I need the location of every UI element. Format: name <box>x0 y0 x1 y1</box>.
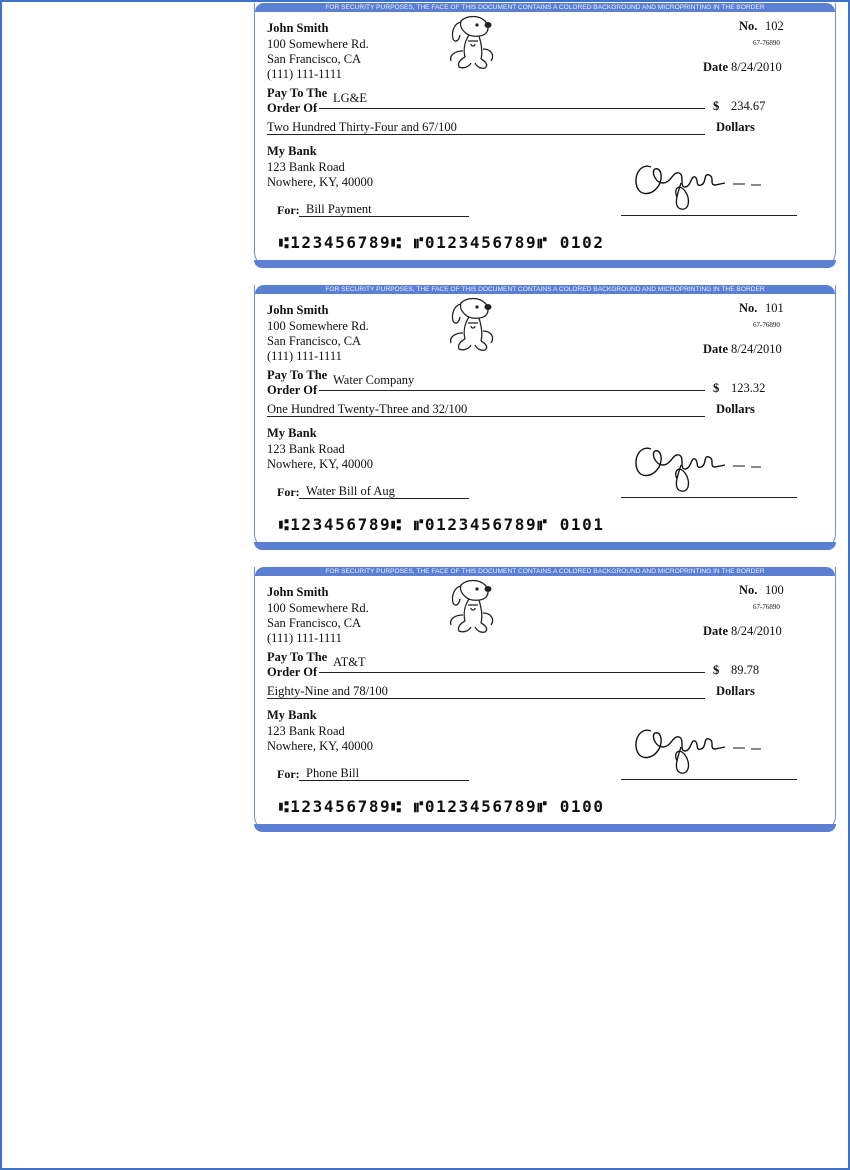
payee-line <box>319 672 705 673</box>
bank-address1: 123 Bank Road <box>267 724 345 738</box>
dollar-sign: $ <box>713 663 720 677</box>
amount-words-line <box>267 134 705 135</box>
micr-line: ⑆123456789⑆ ⑈0123456789⑈ 0102 <box>279 233 605 252</box>
amount-in-words: One Hundred Twenty-Three and 32/100 <box>267 402 468 416</box>
payee-name: LG&E <box>333 91 368 105</box>
bank-address1: 123 Bank Road <box>267 160 345 174</box>
pay-to-text: Pay To The <box>267 650 328 664</box>
memo: Phone Bill <box>306 766 360 780</box>
memo-label: For: <box>277 485 300 499</box>
bank-address1: 123 Bank Road <box>267 442 345 456</box>
amount-words-line <box>267 416 705 417</box>
bank-address2: Nowhere, KY, 40000 <box>267 457 374 471</box>
amount: 123.32 <box>731 381 766 395</box>
check-bottom-border <box>254 542 836 550</box>
order-of-text: Order Of <box>267 665 318 679</box>
dollar-sign: $ <box>713 99 720 113</box>
check-date: 8/24/2010 <box>731 624 782 638</box>
amount: 89.78 <box>731 663 760 677</box>
order-of-text: Order Of <box>267 383 318 397</box>
memo-line <box>299 780 469 781</box>
date-label: Date <box>703 60 728 74</box>
amount-words-line <box>267 698 705 699</box>
dog-logo-icon <box>441 295 499 355</box>
account-holder-address1: 100 Somewhere Rd. <box>267 37 369 51</box>
pay-to-label <box>267 650 327 680</box>
payee-name: AT&T <box>333 655 366 669</box>
check-number-label: No. <box>739 583 758 597</box>
account-holder-address1: 100 Somewhere Rd. <box>267 601 369 615</box>
dollars-label: Dollars <box>716 684 755 698</box>
pay-to-label <box>267 86 327 116</box>
account-holder-address1: 100 Somewhere Rd. <box>267 319 369 333</box>
dollars-label: Dollars <box>716 402 755 416</box>
pay-to-label <box>267 368 327 398</box>
check-date: 8/24/2010 <box>731 60 782 74</box>
memo-line <box>299 498 469 499</box>
account-holder-phone: (111) 111-1111 <box>267 349 342 363</box>
payee-line <box>319 108 705 109</box>
routing-fraction: 67-76890 <box>753 603 780 611</box>
bank-name: My Bank <box>267 144 317 158</box>
dog-logo-icon <box>441 13 499 73</box>
bank-name: My Bank <box>267 426 317 440</box>
check-102 <box>254 3 836 268</box>
routing-fraction: 67-76890 <box>753 39 780 47</box>
dollars-label: Dollars <box>716 120 755 134</box>
account-holder-phone: (111) 111-1111 <box>267 631 342 645</box>
check-100 <box>254 567 836 832</box>
account-holder-address2: San Francisco, CA <box>267 616 362 630</box>
security-banner: FOR SECURITY PURPOSES, THE FACE OF THIS DOCUMENT CONTAINS A COLORED BACKGROUND AND MICROPRINTING IN THE BORDER <box>255 567 835 576</box>
check-bottom-border <box>254 260 836 268</box>
amount: 234.67 <box>731 99 766 113</box>
pay-to-text: Pay To The <box>267 368 328 382</box>
dollar-sign: $ <box>713 381 720 395</box>
memo-label: For: <box>277 203 300 217</box>
order-of-text: Order Of <box>267 101 318 115</box>
dog-logo-icon <box>441 577 499 637</box>
date-label: Date <box>703 342 728 356</box>
routing-fraction: 67-76890 <box>753 321 780 329</box>
check-bottom-border <box>254 824 836 832</box>
memo: Water Bill of Aug <box>306 484 395 498</box>
signature-line <box>621 779 797 780</box>
micr-line: ⑆123456789⑆ ⑈0123456789⑈ 0100 <box>279 797 605 816</box>
account-holder-name: John Smith <box>267 585 329 599</box>
memo-label: For: <box>277 767 300 781</box>
date-label: Date <box>703 624 728 638</box>
bank-name: My Bank <box>267 708 317 722</box>
pay-to-text: Pay To The <box>267 86 328 100</box>
check-number-label: No. <box>739 301 758 315</box>
check-number-label: No. <box>739 19 758 33</box>
check-number: 102 <box>765 19 784 33</box>
security-banner: FOR SECURITY PURPOSES, THE FACE OF THIS DOCUMENT CONTAINS A COLORED BACKGROUND AND MICROPRINTING IN THE BORDER <box>255 285 835 294</box>
payee-name: Water Company <box>333 373 415 387</box>
signature <box>629 153 769 213</box>
signature <box>629 717 769 777</box>
check-date: 8/24/2010 <box>731 342 782 356</box>
signature-line <box>621 497 797 498</box>
memo-line <box>299 216 469 217</box>
account-holder-name: John Smith <box>267 21 329 35</box>
check-number: 100 <box>765 583 784 597</box>
memo: Bill Payment <box>306 202 372 216</box>
signature <box>629 435 769 495</box>
amount-in-words: Eighty-Nine and 78/100 <box>267 684 388 698</box>
micr-line: ⑆123456789⑆ ⑈0123456789⑈ 0101 <box>279 515 605 534</box>
account-holder-address2: San Francisco, CA <box>267 52 362 66</box>
account-holder-address2: San Francisco, CA <box>267 334 362 348</box>
amount-in-words: Two Hundred Thirty-Four and 67/100 <box>267 120 457 134</box>
account-holder-phone: (111) 111-1111 <box>267 67 342 81</box>
check-101 <box>254 285 836 550</box>
check-number: 101 <box>765 301 784 315</box>
payee-line <box>319 390 705 391</box>
security-banner: FOR SECURITY PURPOSES, THE FACE OF THIS DOCUMENT CONTAINS A COLORED BACKGROUND AND MICROPRINTING IN THE BORDER <box>255 3 835 12</box>
signature-line <box>621 215 797 216</box>
account-holder-name: John Smith <box>267 303 329 317</box>
bank-address2: Nowhere, KY, 40000 <box>267 175 374 189</box>
bank-address2: Nowhere, KY, 40000 <box>267 739 374 753</box>
